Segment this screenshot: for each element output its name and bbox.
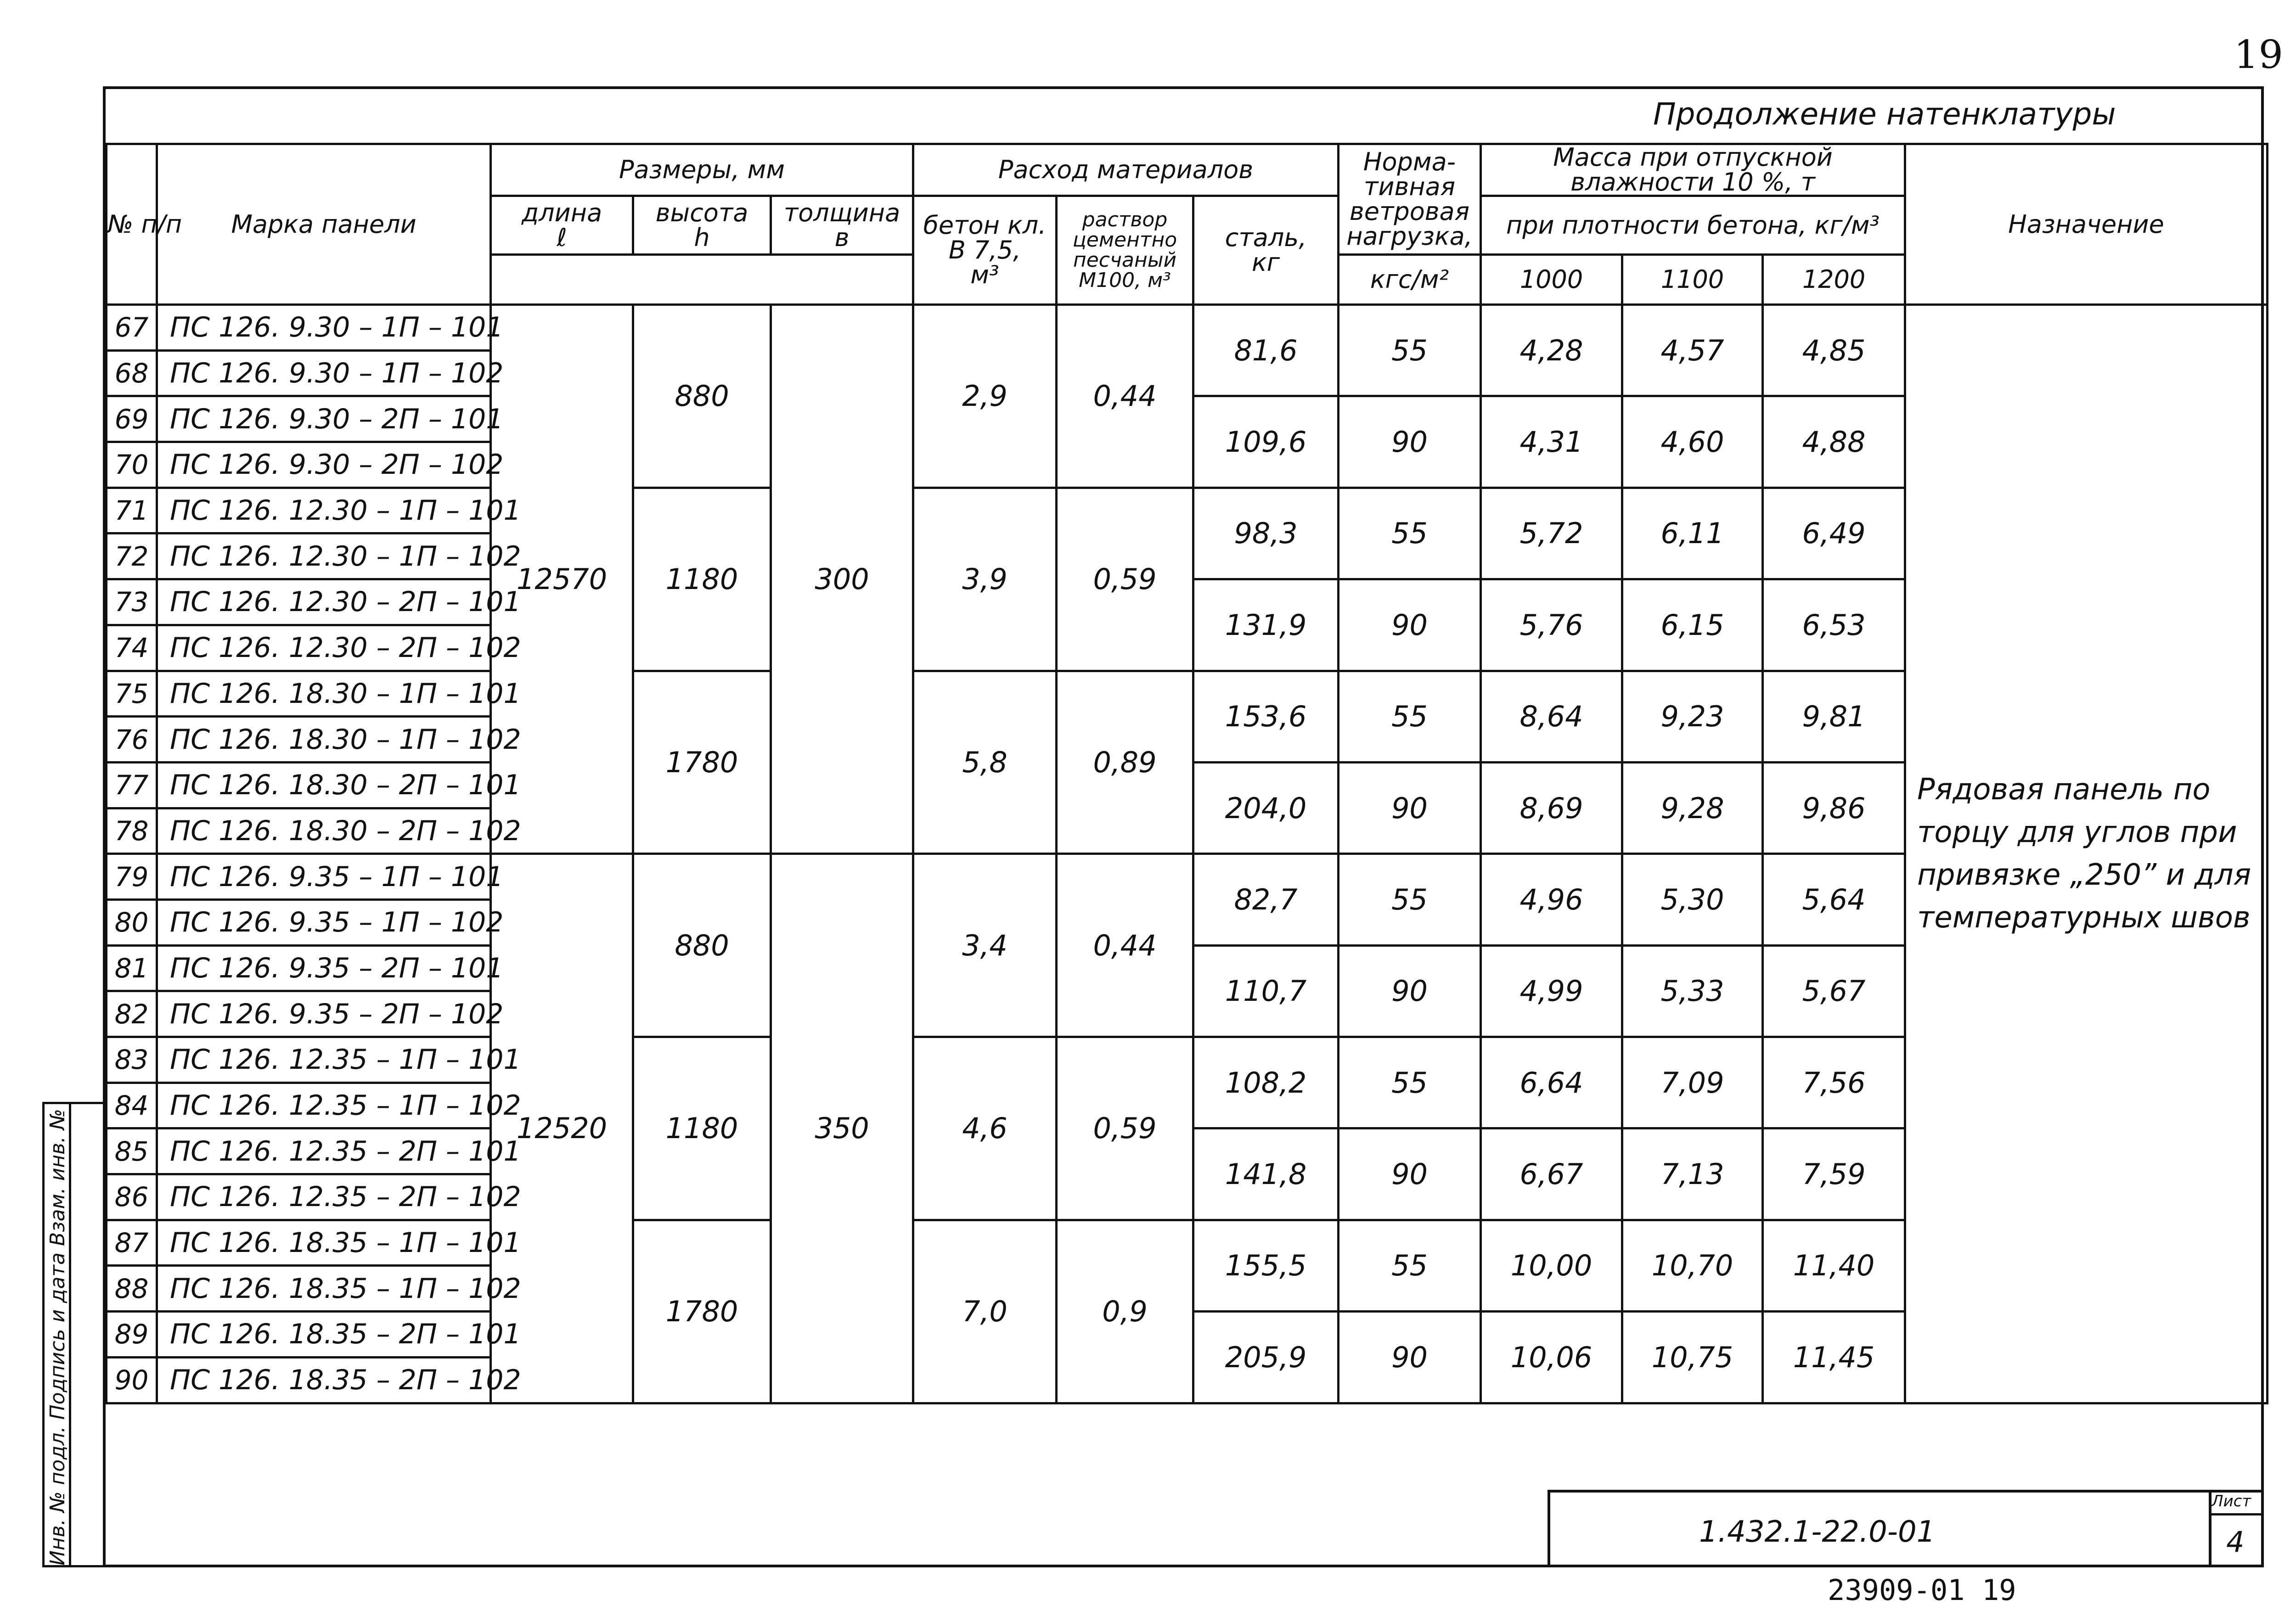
wind-load-value: 90	[1339, 762, 1481, 853]
panel-mark: ПС 126. 12.35 – 2П – 101	[157, 1128, 491, 1174]
purpose-text: Рядовая панель по торцу для углов при привязке „250” и для температурных швов	[1905, 305, 2268, 1403]
mass-1200-value: 9,81	[1763, 671, 1905, 762]
wind-load-value: 90	[1339, 396, 1481, 488]
panel-mark: ПС 126. 9.30 – 2П – 101	[157, 396, 491, 442]
row-number: 81	[107, 945, 157, 991]
row-number: 79	[107, 854, 157, 900]
mass-1100-value: 9,23	[1622, 671, 1763, 762]
page-number: 19	[2234, 32, 2283, 77]
concrete-value: 4,6	[913, 1037, 1057, 1220]
table-heading: Продолжение натенклатуры	[1653, 96, 2116, 132]
row-number: 69	[107, 396, 157, 442]
row-number: 85	[107, 1128, 157, 1174]
panel-mark: ПС 126. 12.35 – 1П – 101	[157, 1037, 491, 1083]
height-value: 880	[633, 305, 771, 488]
side-label: Инв. № подл. Подпись и дата Взам. инв. №	[46, 1109, 69, 1566]
mass-1100-value: 4,57	[1622, 305, 1763, 396]
header-wind-unit: кгс/м²	[1339, 255, 1481, 305]
mass-1200-value: 6,53	[1763, 579, 1905, 671]
mass-1200-value: 11,45	[1763, 1312, 1905, 1403]
header-density-1000: 1000	[1481, 255, 1622, 305]
wind-load-value: 90	[1339, 1128, 1481, 1220]
row-number: 75	[107, 671, 157, 717]
steel-value: 204,0	[1193, 762, 1339, 853]
steel-value: 82,7	[1193, 854, 1339, 945]
thickness-value: 350	[771, 854, 913, 1403]
length-value: 12520	[491, 854, 633, 1403]
header-mass: Масса при отпускной влажности 10 %, т	[1481, 144, 1905, 196]
length-value: 12570	[491, 305, 633, 854]
row-number: 80	[107, 899, 157, 945]
mass-1000-value: 5,72	[1481, 488, 1622, 579]
header-density: при плотности бетона, кг/м³	[1481, 196, 1905, 255]
row-number: 90	[107, 1357, 157, 1403]
concrete-value: 3,4	[913, 854, 1057, 1037]
mortar-value: 0,59	[1057, 1037, 1193, 1220]
header-concrete: бетон кл. В 7,5, м³	[913, 196, 1057, 305]
wind-load-value: 55	[1339, 854, 1481, 945]
row-number: 67	[107, 305, 157, 351]
mass-1100-value: 6,15	[1622, 579, 1763, 671]
table-row	[107, 305, 2268, 351]
header-dims-spacer	[491, 255, 913, 305]
panel-mark: ПС 126. 9.30 – 1П – 102	[157, 350, 491, 396]
steel-value: 153,6	[1193, 671, 1339, 762]
steel-value: 131,9	[1193, 579, 1339, 671]
panel-mark: ПС 126. 18.35 – 2П – 101	[157, 1312, 491, 1358]
panel-mark: ПС 126. 9.30 – 2П – 102	[157, 442, 491, 488]
row-number: 78	[107, 808, 157, 854]
panel-mark: ПС 126. 12.35 – 1П – 102	[157, 1083, 491, 1128]
mass-1000-value: 8,64	[1481, 671, 1622, 762]
mass-1000-value: 5,76	[1481, 579, 1622, 671]
panel-mark: ПС 126. 12.30 – 1П – 102	[157, 533, 491, 579]
steel-value: 155,5	[1193, 1220, 1339, 1311]
height-value: 1180	[633, 488, 771, 671]
mortar-value: 0,89	[1057, 671, 1193, 854]
sheet-number: 4	[2226, 1525, 2245, 1559]
height-value: 1780	[633, 1220, 771, 1403]
header-thickness: толщина в	[771, 196, 913, 255]
row-number: 84	[107, 1083, 157, 1128]
steel-value: 205,9	[1193, 1312, 1339, 1403]
mass-1100-value: 10,70	[1622, 1220, 1763, 1311]
panel-mark: ПС 126. 12.35 – 2П – 102	[157, 1174, 491, 1220]
mortar-value: 0,59	[1057, 488, 1193, 671]
mass-1200-value: 6,49	[1763, 488, 1905, 579]
mass-1000-value: 4,99	[1481, 945, 1622, 1037]
mass-1100-value: 10,75	[1622, 1312, 1763, 1403]
header-density-1200: 1200	[1763, 255, 1905, 305]
row-number: 72	[107, 533, 157, 579]
steel-value: 98,3	[1193, 488, 1339, 579]
panel-mark: ПС 126. 9.30 – 1П – 101	[157, 305, 491, 351]
document-code: 1.432.1-22.0-01	[1699, 1515, 1936, 1549]
steel-value: 109,6	[1193, 396, 1339, 488]
steel-value: 110,7	[1193, 945, 1339, 1037]
row-number: 73	[107, 579, 157, 625]
archive-number: 23909-01 19	[1828, 1573, 2016, 1607]
wind-load-value: 55	[1339, 1037, 1481, 1128]
mass-1200-value: 11,40	[1763, 1220, 1905, 1311]
panel-mark: ПС 126. 18.35 – 1П – 102	[157, 1266, 491, 1312]
wind-load-value: 90	[1339, 579, 1481, 671]
panel-mark: ПС 126. 18.30 – 2П – 101	[157, 762, 491, 808]
header-number: № п/п	[107, 144, 157, 305]
wind-load-value: 55	[1339, 1220, 1481, 1311]
height-value: 880	[633, 854, 771, 1037]
wind-load-value: 55	[1339, 488, 1481, 579]
panel-mark: ПС 126. 9.35 – 1П – 102	[157, 899, 491, 945]
mass-1000-value: 6,67	[1481, 1128, 1622, 1220]
header-purpose: Назначение	[1905, 144, 2268, 305]
wind-load-value: 55	[1339, 671, 1481, 762]
header-dimensions: Размеры, мм	[491, 144, 913, 196]
row-number: 89	[107, 1312, 157, 1358]
mass-1000-value: 4,31	[1481, 396, 1622, 488]
mortar-value: 0,44	[1057, 305, 1193, 488]
height-value: 1180	[633, 1037, 771, 1220]
mortar-value: 0,44	[1057, 854, 1193, 1037]
row-number: 82	[107, 991, 157, 1037]
header-length: длина ℓ	[491, 196, 633, 255]
panel-mark: ПС 126. 9.35 – 1П – 101	[157, 854, 491, 900]
mass-1200-value: 4,88	[1763, 396, 1905, 488]
panel-mark: ПС 126. 12.30 – 2П – 102	[157, 625, 491, 671]
concrete-value: 3,9	[913, 488, 1057, 671]
mass-1100-value: 6,11	[1622, 488, 1763, 579]
panel-mark: ПС 126. 18.35 – 2П – 102	[157, 1357, 491, 1403]
mass-1100-value: 7,13	[1622, 1128, 1763, 1220]
panel-mark: ПС 126. 12.30 – 2П – 101	[157, 579, 491, 625]
header-wind-load: Норма-тивная ветровая нагрузка,	[1339, 144, 1481, 255]
mass-1100-value: 5,33	[1622, 945, 1763, 1037]
row-number: 74	[107, 625, 157, 671]
steel-value: 81,6	[1193, 305, 1339, 396]
header-height: высота h	[633, 196, 771, 255]
mass-1000-value: 10,06	[1481, 1312, 1622, 1403]
wind-load-value: 90	[1339, 945, 1481, 1037]
mass-1100-value: 5,30	[1622, 854, 1763, 945]
mass-1200-value: 7,59	[1763, 1128, 1905, 1220]
mortar-value: 0,9	[1057, 1220, 1193, 1403]
thickness-value: 300	[771, 305, 913, 854]
mass-1200-value: 7,56	[1763, 1037, 1905, 1128]
row-number: 70	[107, 442, 157, 488]
panel-mark: ПС 126. 9.35 – 2П – 101	[157, 945, 491, 991]
mass-1200-value: 5,67	[1763, 945, 1905, 1037]
row-number: 87	[107, 1220, 157, 1266]
steel-value: 108,2	[1193, 1037, 1339, 1128]
steel-value: 141,8	[1193, 1128, 1339, 1220]
row-number: 76	[107, 717, 157, 763]
header-mark: Марка панели	[157, 144, 491, 305]
mass-1100-value: 7,09	[1622, 1037, 1763, 1128]
panel-mark: ПС 126. 9.35 – 2П – 102	[157, 991, 491, 1037]
panel-mark: ПС 126. 18.30 – 2П – 102	[157, 808, 491, 854]
concrete-value: 2,9	[913, 305, 1057, 488]
nomenclature-table	[105, 143, 2268, 1404]
panel-mark: ПС 126. 18.30 – 1П – 102	[157, 717, 491, 763]
header-mortar: раствор цементно песчаный М100, м³	[1057, 196, 1193, 305]
row-number: 77	[107, 762, 157, 808]
mass-1100-value: 4,60	[1622, 396, 1763, 488]
mass-1000-value: 4,28	[1481, 305, 1622, 396]
row-number: 71	[107, 488, 157, 533]
header-materials: Расход материалов	[913, 144, 1339, 196]
header-density-1100: 1100	[1622, 255, 1763, 305]
concrete-value: 5,8	[913, 671, 1057, 854]
panel-mark: ПС 126. 18.35 – 1П – 101	[157, 1220, 491, 1266]
mass-1100-value: 9,28	[1622, 762, 1763, 853]
mass-1000-value: 4,96	[1481, 854, 1622, 945]
sheet-label: Лист	[2212, 1492, 2251, 1510]
row-number: 88	[107, 1266, 157, 1312]
wind-load-value: 90	[1339, 1312, 1481, 1403]
mass-1000-value: 8,69	[1481, 762, 1622, 853]
wind-load-value: 55	[1339, 305, 1481, 396]
mass-1200-value: 4,85	[1763, 305, 1905, 396]
row-number: 86	[107, 1174, 157, 1220]
panel-mark: ПС 126. 12.30 – 1П – 101	[157, 488, 491, 533]
row-number: 68	[107, 350, 157, 396]
row-number: 83	[107, 1037, 157, 1083]
panel-mark: ПС 126. 18.30 – 1П – 101	[157, 671, 491, 717]
height-value: 1780	[633, 671, 771, 854]
header-steel: сталь, кг	[1193, 196, 1339, 305]
mass-1000-value: 10,00	[1481, 1220, 1622, 1311]
mass-1000-value: 6,64	[1481, 1037, 1622, 1128]
concrete-value: 7,0	[913, 1220, 1057, 1403]
mass-1200-value: 9,86	[1763, 762, 1905, 853]
mass-1200-value: 5,64	[1763, 854, 1905, 945]
